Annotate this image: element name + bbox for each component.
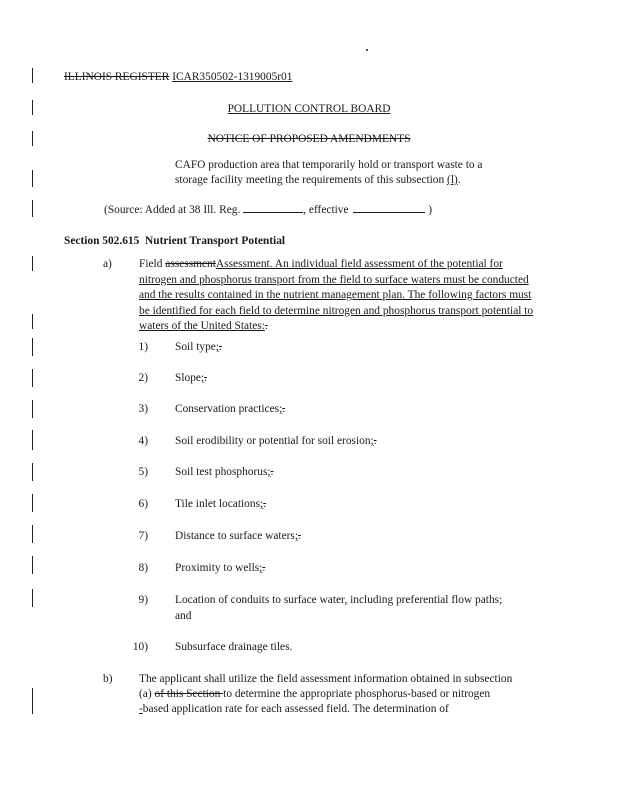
revision-bar [32,400,33,418]
source-line: (Source: Added at 38 Ill. Reg. , effective ) [104,204,433,216]
item-number: 3) [138,403,148,415]
para-a-text: Field assessmentAssessment. An individual field assessment of the potential for nitrogen and phosphorus transport from the field to surface waters must be conducted and the results contained in the nutrient management plan. The following factors must be identified for each field to determine nitrogen and phosphorus transport potential to waters of the United States:. [139,258,534,332]
revision-bar [32,589,33,607]
section-title: Nutrient Transport Potential [145,235,286,247]
item-number: 5) [138,466,148,478]
item-number: 4) [138,435,148,447]
list-item: Soil erodibility or potential for soil erosion;. [175,435,377,447]
revision-bar [32,369,33,387]
revision-bar [32,68,33,83]
para-b-line-1: The applicant shall utilize the field assessment information obtained in subsection [139,673,513,685]
effective-date-blank [353,202,425,213]
list-item: Distance to surface waters;. [175,530,301,542]
item-number: 6) [138,498,148,510]
intro-line-2: storage facility meeting the requirements of this subsection (l). [175,174,461,186]
item-number: 2) [138,372,148,384]
item-number: 8) [138,562,148,574]
register-header [64,70,292,86]
para-b-line-2: (a) of this Section to determine the appropriate phosphorus-based or nitrogen [139,688,491,700]
revision-bar [32,556,33,574]
revision-bar [32,463,33,481]
revision-bar [32,338,33,356]
revision-bar [32,256,33,271]
para-b-line-3: -based application rate for each assessed field. The determination of [139,703,449,715]
list-item-continuation: and [175,610,192,622]
register-label: ILLINOIS REGISTER [64,71,170,83]
subsection-ref: (l) [447,174,458,186]
list-item: Proximity to wells;. [175,562,266,574]
revision-bar [32,170,33,187]
para-a-label: a) [103,258,112,270]
revision-bar [32,200,33,217]
list-item: Subsurface drainage tiles. [175,641,293,653]
section-number: Section 502.615 [64,235,140,247]
intro-line-1: CAFO production area that temporarily hold or transport waste to a [175,159,483,171]
list-item: Soil type;. [175,341,222,353]
revision-bar [32,494,33,512]
reg-page-blank [243,202,303,213]
list-item: Location of conduits to surface water, including preferential flow paths; [175,594,503,606]
register-code: ICAR350502-1319005r01 [172,71,293,83]
revision-bar [32,525,33,543]
list-item: Tile inlet locations;. [175,498,267,510]
scan-speck [366,49,368,51]
item-number: 10) [132,641,148,653]
list-item: Conservation practices;. [175,403,286,415]
board-title: POLLUTION CONTROL BOARD [227,103,391,115]
revision-bar [32,314,33,329]
section-heading [64,234,285,250]
item-number: 1) [138,341,148,353]
list-item: Soil test phosphorus;. [175,466,274,478]
revision-bar [32,688,33,714]
item-number: 9) [138,594,148,606]
revision-bar [32,430,33,450]
para-b-label: b) [103,673,113,685]
list-item: Slope;. [175,372,207,384]
item-number: 7) [138,530,148,542]
notice-title: NOTICE OF PROPOSED AMENDMENTS [207,133,411,145]
